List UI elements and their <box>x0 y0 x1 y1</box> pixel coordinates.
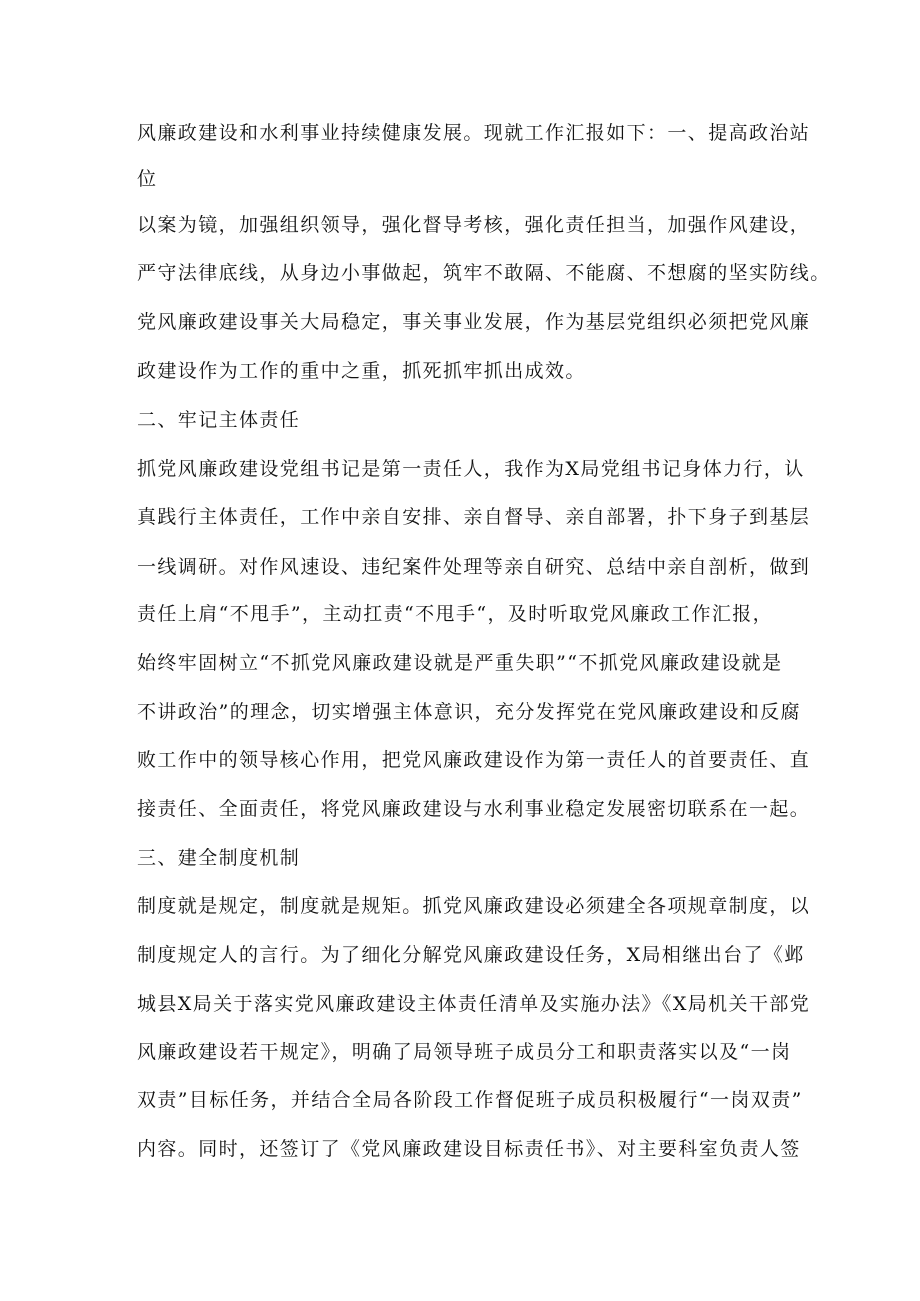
text-line: 责任上肩“不甩手”，主动扛责“不甩手“，及时听取党风廉政工作汇报， <box>137 603 774 625</box>
text-line: 风廉政建设和水利事业持续健康发展。现就工作汇报如下：一、提高政治站 <box>137 122 811 144</box>
text-line: 制度就是规定，制度就是规矩。抓党风廉政建设必须建全各项规章制度，以 <box>137 895 811 917</box>
text-line: 城县X局关于落实党风廉政建设主体责任清单及实施办法》《X局机关干部党 <box>137 993 811 1015</box>
text-line: 政建设作为工作的重中之重，抓死抓牢抓出成效。 <box>137 360 586 382</box>
text-line: 党风廉政建设事关大局稳定，事关事业发展，作为基层党组织必须把党风廉 <box>137 311 811 333</box>
text-line: 一线调研。对作风速设、违纪案件处理等亲自研究、总结中亲自剖析，做到 <box>137 556 811 578</box>
section-heading: 二、牢记主体责任 <box>137 409 301 431</box>
text-line: 制度规定人的言行。为了细化分解党风廉政建设任务，X局相继出台了《邺 <box>137 944 805 966</box>
text-line: 位 <box>137 168 158 190</box>
text-line: 败工作中的领导核心作用，把党风廉政建设作为第一责任人的首要责任、直 <box>137 749 811 771</box>
text-line: 以案为镜，加强组织领导，强化督导考核，强化责任担当，加强作风建设， <box>137 214 811 236</box>
text-line: 抓党风廉政建设党组书记是第一责任人，我作为X局党组书记身体力行，认 <box>137 458 805 480</box>
text-line: 双责”目标任务，并结合全局各阶段工作督促班子成员积极履行“一岗双责” <box>137 1089 803 1111</box>
text-line: 接责任、全面责任，将党风廉政建设与水利事业稳定发展密切联系在一起。 <box>137 798 811 820</box>
text-line: 内容。同时，还签订了《党风廉政建设目标责任书》、对主要科室负责人签 <box>137 1138 801 1160</box>
text-line: 真践行主体责任，工作中亲自安排、亲自督导、亲自部署，扑下身子到基层 <box>137 506 811 528</box>
section-heading: 三、建全制度机制 <box>137 847 301 869</box>
text-line: 风廉政建设若干规定》，明确了局领导班子成员分工和职责落实以及“一岗 <box>137 1041 792 1063</box>
text-line: 始终牢固树立“不抓党风廉政建设就是严重失职”“不抓党风廉政建设就是 <box>137 652 783 674</box>
text-line: 严守法律底线，从身边小事做起，筑牢不敢隔、不能腐、不想腐的坚实防线。 <box>137 262 831 284</box>
text-line: 不讲政治”的理念，切实增强主体意识，充分发挥党在党风廉政建设和反腐 <box>137 701 801 723</box>
